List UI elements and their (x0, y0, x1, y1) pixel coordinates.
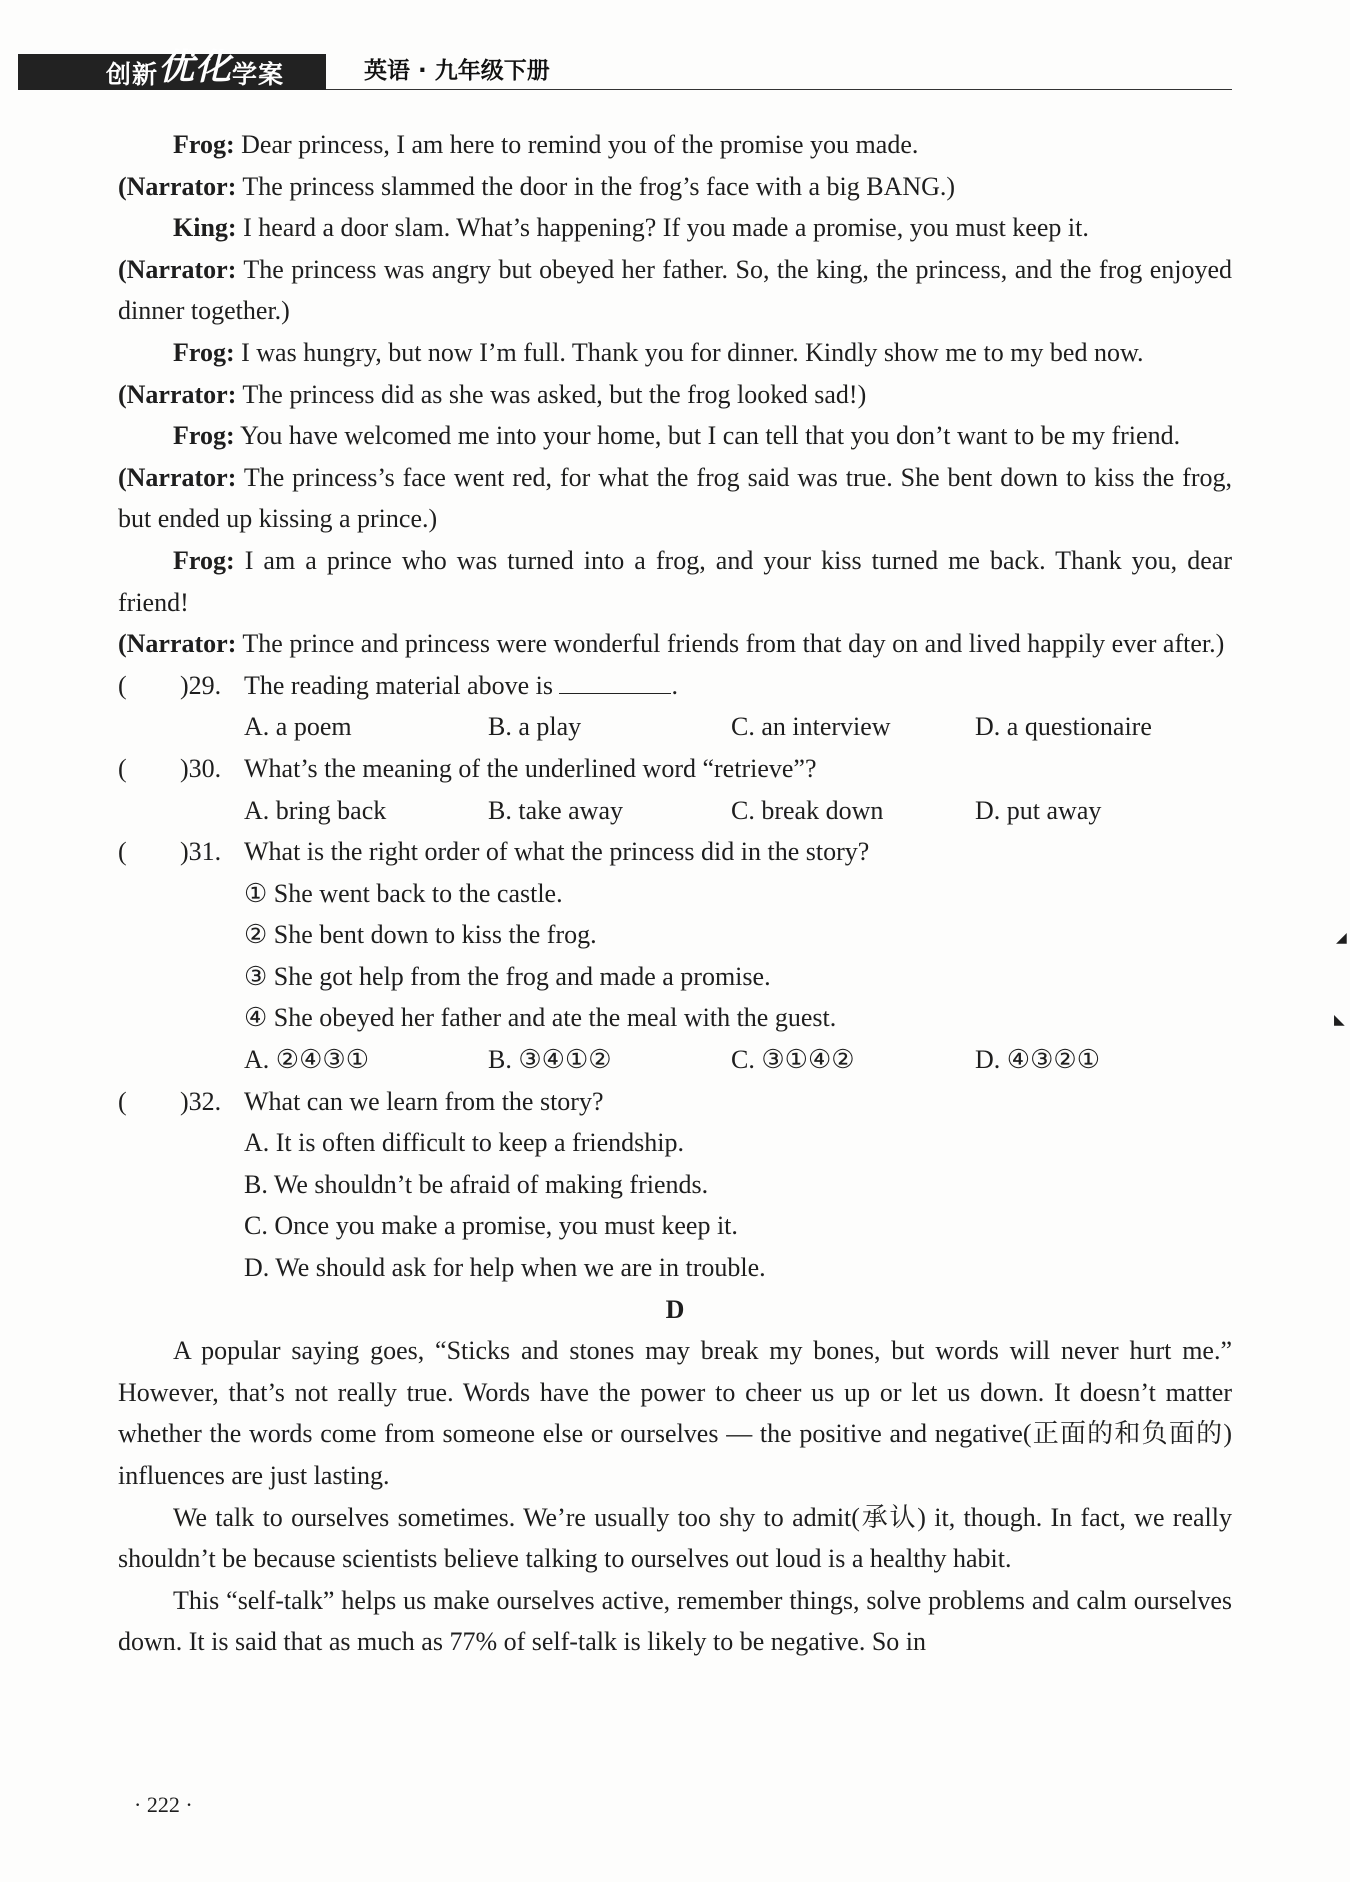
speech: The prince and princess were wonderful friends from that day on and lived happily ever after.) (236, 629, 1225, 659)
section-title: D (665, 1294, 685, 1324)
speech: The princess was angry but obeyed her father. So, the king, the princess, and the frog enjoyed dinner together.) (118, 254, 1232, 326)
subject-title: 英语 · 九年级下册 (364, 58, 550, 84)
option-c[interactable]: C. ③①④② (731, 1045, 855, 1075)
dialogue-line (118, 207, 1232, 249)
brand-part-1: 创新 (106, 60, 159, 89)
speaker: (Narrator: (118, 254, 237, 284)
passage-paragraph: A popular saying goes, “Sticks and stones may break my bones, but words will never hurt me.” However, that’s not really true. Words have the power to cheer us up or let us down. It doesn’t matter whether the words come from someone else or ourselves — the positive and negative(正面的和负面的) influences are just lasting. (118, 1336, 1232, 1490)
question-29 (118, 665, 1232, 707)
option-d[interactable]: D. put away (975, 795, 1102, 825)
dialogue-line (118, 415, 1232, 457)
event-item: ④ She obeyed her father and ate the meal with the guest. (244, 1003, 837, 1033)
question-stem: What is the right order of what the princess did in the story? (244, 837, 870, 867)
question-stem (244, 665, 678, 707)
speech: I was hungry, but now I’m full. Thank you for dinner. Kindly show me to my bed now. (234, 337, 1144, 367)
speech: Dear princess, I am here to remind you of the promise you made. (234, 130, 919, 159)
speaker: (Narrator: (118, 629, 237, 659)
dialogue-line (118, 540, 1232, 623)
brand-part-2: 优化 (158, 47, 233, 88)
option-d[interactable]: D. a questionaire (975, 712, 1152, 742)
option-c[interactable]: C. Once you make a promise, you must keep it. (244, 1211, 738, 1241)
dialogue-line (118, 332, 1232, 374)
option-a[interactable]: A. It is often difficult to keep a friendship. (244, 1128, 684, 1158)
passage-paragraph: We talk to ourselves sometimes. We’re usually too shy to admit(承认) it, though. In fact, we really shouldn’t be because scientists believe talking to ourselves out loud is a healthy habit. (118, 1502, 1232, 1574)
option-a[interactable]: A. ②④③① (244, 1045, 370, 1075)
answer-bracket[interactable]: ( (118, 753, 127, 783)
option-b[interactable]: B. a play (488, 712, 582, 742)
speaker: Frog: (173, 421, 235, 451)
speaker: (Narrator: (118, 462, 237, 492)
stem-text: The reading material above is (244, 670, 553, 700)
speech: I heard a door slam. What’s happening? If you made a promise, you must keep it. (236, 213, 1089, 243)
page-content (118, 124, 1232, 1663)
options-row (118, 790, 1232, 832)
option-a[interactable]: A. bring back (244, 795, 387, 825)
speech: You have welcomed me into your home, but I can tell that you don’t want to be my friend. (234, 421, 1181, 451)
question-stem: What can we learn from the story? (244, 1086, 604, 1116)
question-31 (118, 831, 1232, 873)
answer-bracket[interactable]: ( (118, 670, 127, 700)
speaker: Frog: (173, 130, 235, 159)
option-b[interactable]: B. ③④①② (488, 1045, 612, 1075)
narration-line (118, 374, 1232, 416)
speaker: Frog: (173, 545, 235, 575)
speech: The princess slammed the door in the frog’s face with a big BANG.) (236, 171, 956, 201)
narration-line (118, 166, 1232, 208)
speech: The princess did as she was asked, but the frog looked sad!) (236, 379, 867, 409)
question-number: )29. (180, 670, 222, 700)
narration-line (118, 623, 1232, 665)
speech: I am a prince who was turned into a frog, and your kiss turned me back. Thank you, dear friend! (118, 545, 1232, 617)
speaker: Frog: (173, 337, 235, 367)
dialogue-line (118, 124, 1232, 166)
answer-bracket[interactable]: ( (118, 1086, 127, 1116)
answer-bracket[interactable]: ( (118, 837, 127, 867)
speech: The princess’s face went red, for what the frog said was true. She bent down to kiss the frog, but ended up kissing a prince.) (118, 462, 1232, 534)
option-d[interactable]: D. We should ask for help when we are in trouble. (244, 1253, 766, 1283)
brand-logo (18, 47, 326, 90)
options-row (118, 706, 1232, 748)
stem-end: . (671, 670, 678, 700)
option-b[interactable]: B. take away (488, 795, 624, 825)
page-header (18, 48, 1232, 92)
brand-part-3: 学案 (232, 60, 285, 89)
stray-mark: ◣ (1334, 1013, 1345, 1028)
speaker: King: (173, 213, 237, 243)
narration-line (118, 249, 1232, 332)
question-number: )32. (180, 1086, 222, 1116)
speaker: (Narrator: (118, 379, 237, 409)
narration-line (118, 457, 1232, 540)
event-item: ② She bent down to kiss the frog. (244, 920, 597, 950)
option-a[interactable]: A. a poem (244, 712, 352, 742)
question-32 (118, 1081, 1232, 1123)
passage-paragraph: This “self-talk” helps us make ourselves active, remember things, solve problems and calm ourselves down. It is said that as much as 77% of self-talk is likely to be negative. So in (118, 1585, 1232, 1657)
option-d[interactable]: D. ④③②① (975, 1045, 1101, 1075)
option-c[interactable]: C. break down (731, 795, 884, 825)
question-number: )30. (180, 753, 222, 783)
option-c[interactable]: C. an interview (731, 712, 891, 742)
event-item: ③ She got help from the frog and made a promise. (244, 961, 771, 991)
options-row (118, 1039, 1232, 1081)
question-stem: What’s the meaning of the underlined word “retrieve”? (244, 753, 817, 783)
speaker: (Narrator: (118, 171, 237, 201)
event-item: ① She went back to the castle. (244, 878, 563, 908)
stray-mark: ◢ (1336, 931, 1347, 946)
answer-blank (559, 671, 671, 694)
question-number: )31. (180, 837, 222, 867)
question-30 (118, 748, 1232, 790)
page-number: · 222 · (134, 1792, 193, 1817)
option-b[interactable]: B. We shouldn’t be afraid of making friends. (244, 1169, 709, 1199)
header-rule (326, 89, 1232, 90)
